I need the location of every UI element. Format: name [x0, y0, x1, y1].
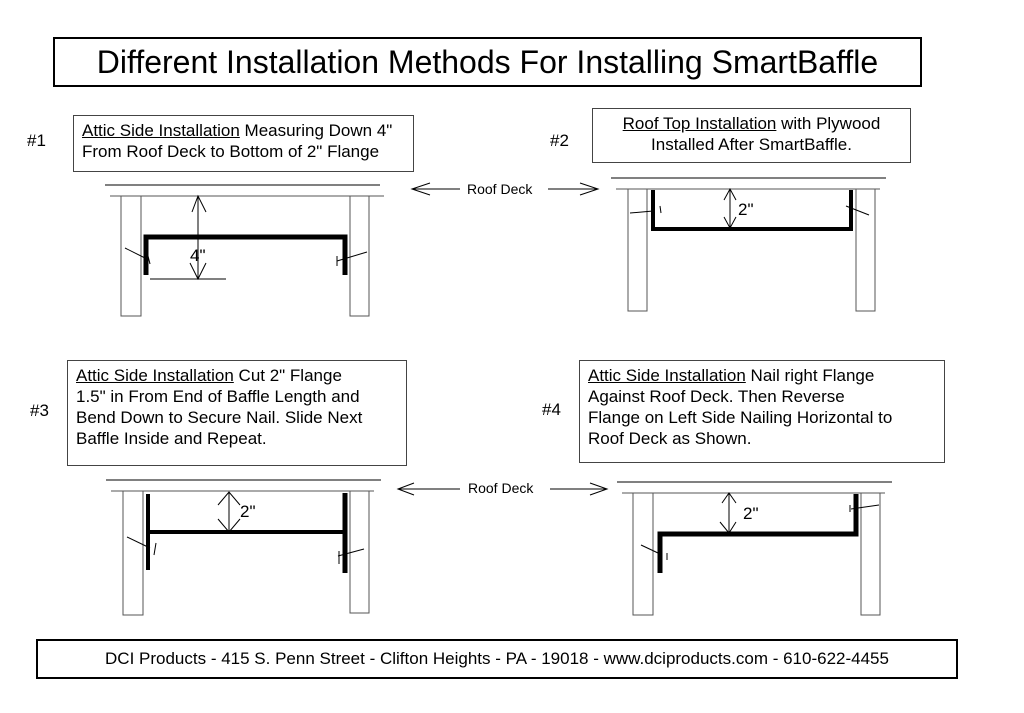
- panel-4-heading: Attic Side Installation: [588, 366, 746, 385]
- panel-1-diagram: [105, 185, 384, 316]
- panel-4-diagram: [617, 482, 892, 615]
- panel-1-text: Measuring Down 4": [239, 121, 393, 140]
- panel-3-text: 1.5" in From End of Baffle Length and: [76, 387, 360, 406]
- panel-2-heading: Roof Top Installation: [622, 114, 777, 133]
- panel-1-heading: Attic Side Installation: [82, 121, 240, 140]
- panel-3-text: Cut 2" Flange: [233, 366, 342, 385]
- panel-4-text: Against Roof Deck. Then Reverse: [588, 387, 845, 406]
- panel-2-text: Installed After SmartBaffle.: [651, 135, 852, 154]
- panel-4-text: Roof Deck as Shown.: [588, 429, 752, 448]
- panel-2-text: with Plywood: [776, 114, 881, 133]
- roof-deck-label-bottom: Roof Deck: [468, 480, 534, 496]
- panel-3-text: Baffle Inside and Repeat.: [76, 429, 267, 448]
- panel-4-text: Nail right Flange: [745, 366, 875, 385]
- footer-text: DCI Products - 415 S. Penn Street - Clifton Heights - PA - 19018 - www.dciproducts.com - 610-622-4455: [105, 649, 889, 668]
- panel-3-heading: Attic Side Installation: [76, 366, 234, 385]
- panel-2-dimension: 2": [738, 200, 754, 219]
- panel-number-4: #4: [542, 400, 561, 419]
- panel-1-text: From Roof Deck to Bottom of 2" Flange: [82, 142, 380, 161]
- panel-4-text: Flange on Left Side Nailing Horizontal to: [588, 408, 893, 427]
- panel-number-3: #3: [30, 401, 49, 420]
- panel-3-diagram: [106, 480, 381, 615]
- panel-number-2: #2: [550, 131, 569, 150]
- roof-deck-label-top: Roof Deck: [467, 181, 533, 197]
- panel-3-dimension: 2": [240, 502, 256, 521]
- roof-deck-arrow-icon: [412, 183, 598, 195]
- roof-deck-arrow-icon: [398, 483, 607, 495]
- panel-3-text: Bend Down to Secure Nail. Slide Next: [76, 408, 363, 427]
- panel-number-1: #1: [27, 131, 46, 150]
- panel-4-dimension: 2": [743, 504, 759, 523]
- title-text: Different Installation Methods For Installing SmartBaffle: [96, 43, 879, 80]
- panel-2-diagram: [611, 178, 886, 311]
- panel-1-dimension: 4": [190, 246, 206, 265]
- footer-contact: [36, 639, 958, 679]
